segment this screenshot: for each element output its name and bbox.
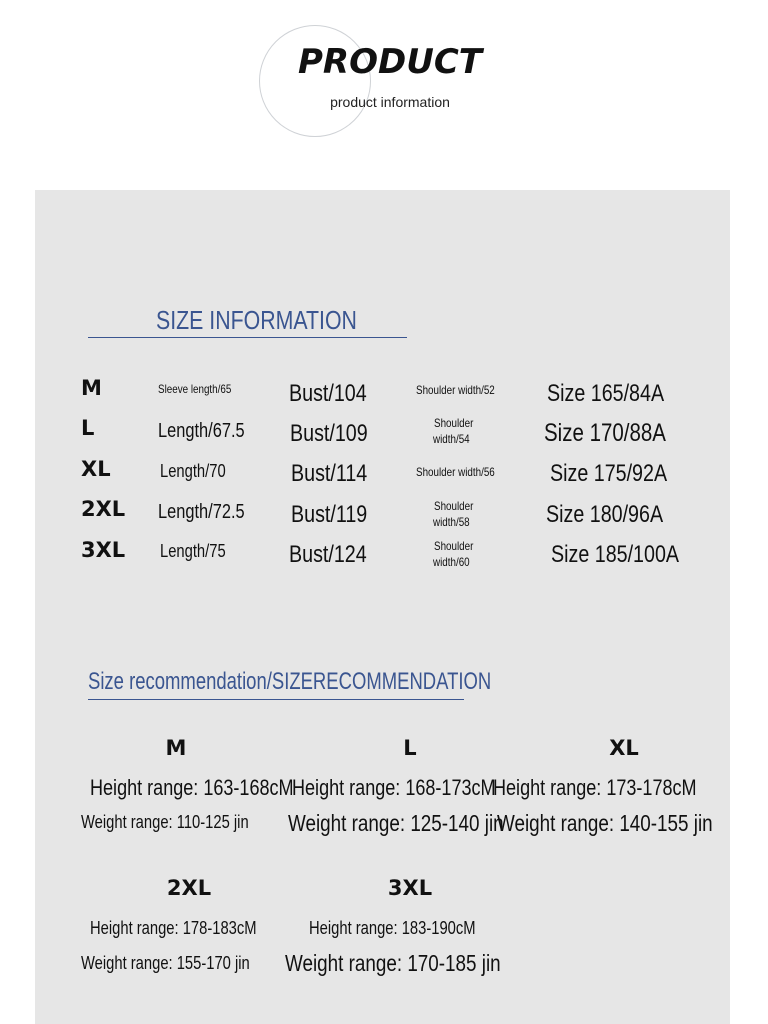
- rec-weight-3xl: Weight range: 170-185 jin: [285, 950, 501, 976]
- shoulder-l-line1: Shoulder: [434, 416, 474, 430]
- bust-2xl: Bust/119: [291, 501, 368, 528]
- size-code-xl: XL: [81, 457, 111, 481]
- bust-3xl: Bust/124: [289, 541, 367, 568]
- size-code-l: L: [81, 416, 95, 440]
- size-code-m: M: [81, 376, 102, 400]
- rec-weight-l: Weight range: 125-140 jin: [288, 810, 504, 836]
- shoulder-3xl-line2: width/60: [433, 555, 470, 569]
- page-subtitle: product information: [330, 94, 450, 110]
- shoulder-2xl-line1: Shoulder: [434, 499, 474, 513]
- spec-xl: Size 175/92A: [550, 460, 668, 487]
- length-3xl: Length/75: [160, 541, 226, 561]
- length-m: Sleeve length/65: [158, 382, 232, 396]
- size-code-3xl: 3XL: [81, 538, 126, 562]
- rec-weight-2xl: Weight range: 155-170 jin: [81, 953, 250, 973]
- spec-3xl: Size 185/100A: [551, 541, 680, 568]
- bust-xl: Bust/114: [291, 460, 368, 487]
- rec-height-2xl: Height range: 178-183cM: [90, 918, 257, 938]
- rec-size-3xl: 3XL: [387, 876, 433, 900]
- length-2xl: Length/72.5: [158, 501, 245, 523]
- rec-height-l: Height range: 168-173cM: [292, 775, 496, 800]
- shoulder-xl: Shoulder width/56: [416, 465, 495, 479]
- spec-2xl: Size 180/96A: [546, 501, 664, 528]
- size-recommendation-title: Size recommendation/SIZERECOMMENDATION: [88, 668, 492, 695]
- shoulder-l-line2: width/54: [433, 432, 470, 446]
- length-xl: Length/70: [160, 461, 226, 481]
- size-recommendation-underline: [88, 699, 464, 700]
- rec-height-3xl: Height range: 183-190cM: [309, 918, 476, 938]
- rec-height-m: Height range: 163-168cM: [90, 775, 294, 800]
- spec-l: Size 170/88A: [544, 419, 666, 447]
- rec-weight-m: Weight range: 110-125 jin: [81, 812, 249, 832]
- page-title: PRODUCT: [298, 42, 482, 82]
- shoulder-3xl-line1: Shoulder: [434, 539, 474, 553]
- size-information-title: SIZE INFORMATION: [156, 305, 357, 335]
- rec-size-xl: XL: [609, 736, 639, 760]
- rec-size-m: M: [165, 736, 187, 760]
- rec-size-2xl: 2XL: [166, 876, 212, 900]
- rec-height-xl: Height range: 173-178cM: [493, 775, 697, 800]
- length-l: Length/67.5: [158, 420, 245, 442]
- rec-weight-xl: Weight range: 140-155 jin: [497, 810, 713, 836]
- shoulder-m: Shoulder width/52: [416, 383, 495, 397]
- bust-m: Bust/104: [289, 380, 367, 407]
- size-information-underline: [88, 337, 407, 338]
- bust-l: Bust/109: [290, 420, 368, 447]
- rec-size-l: L: [403, 736, 417, 760]
- spec-m: Size 165/84A: [547, 380, 665, 407]
- shoulder-2xl-line2: width/58: [433, 515, 470, 529]
- size-code-2xl: 2XL: [81, 497, 126, 521]
